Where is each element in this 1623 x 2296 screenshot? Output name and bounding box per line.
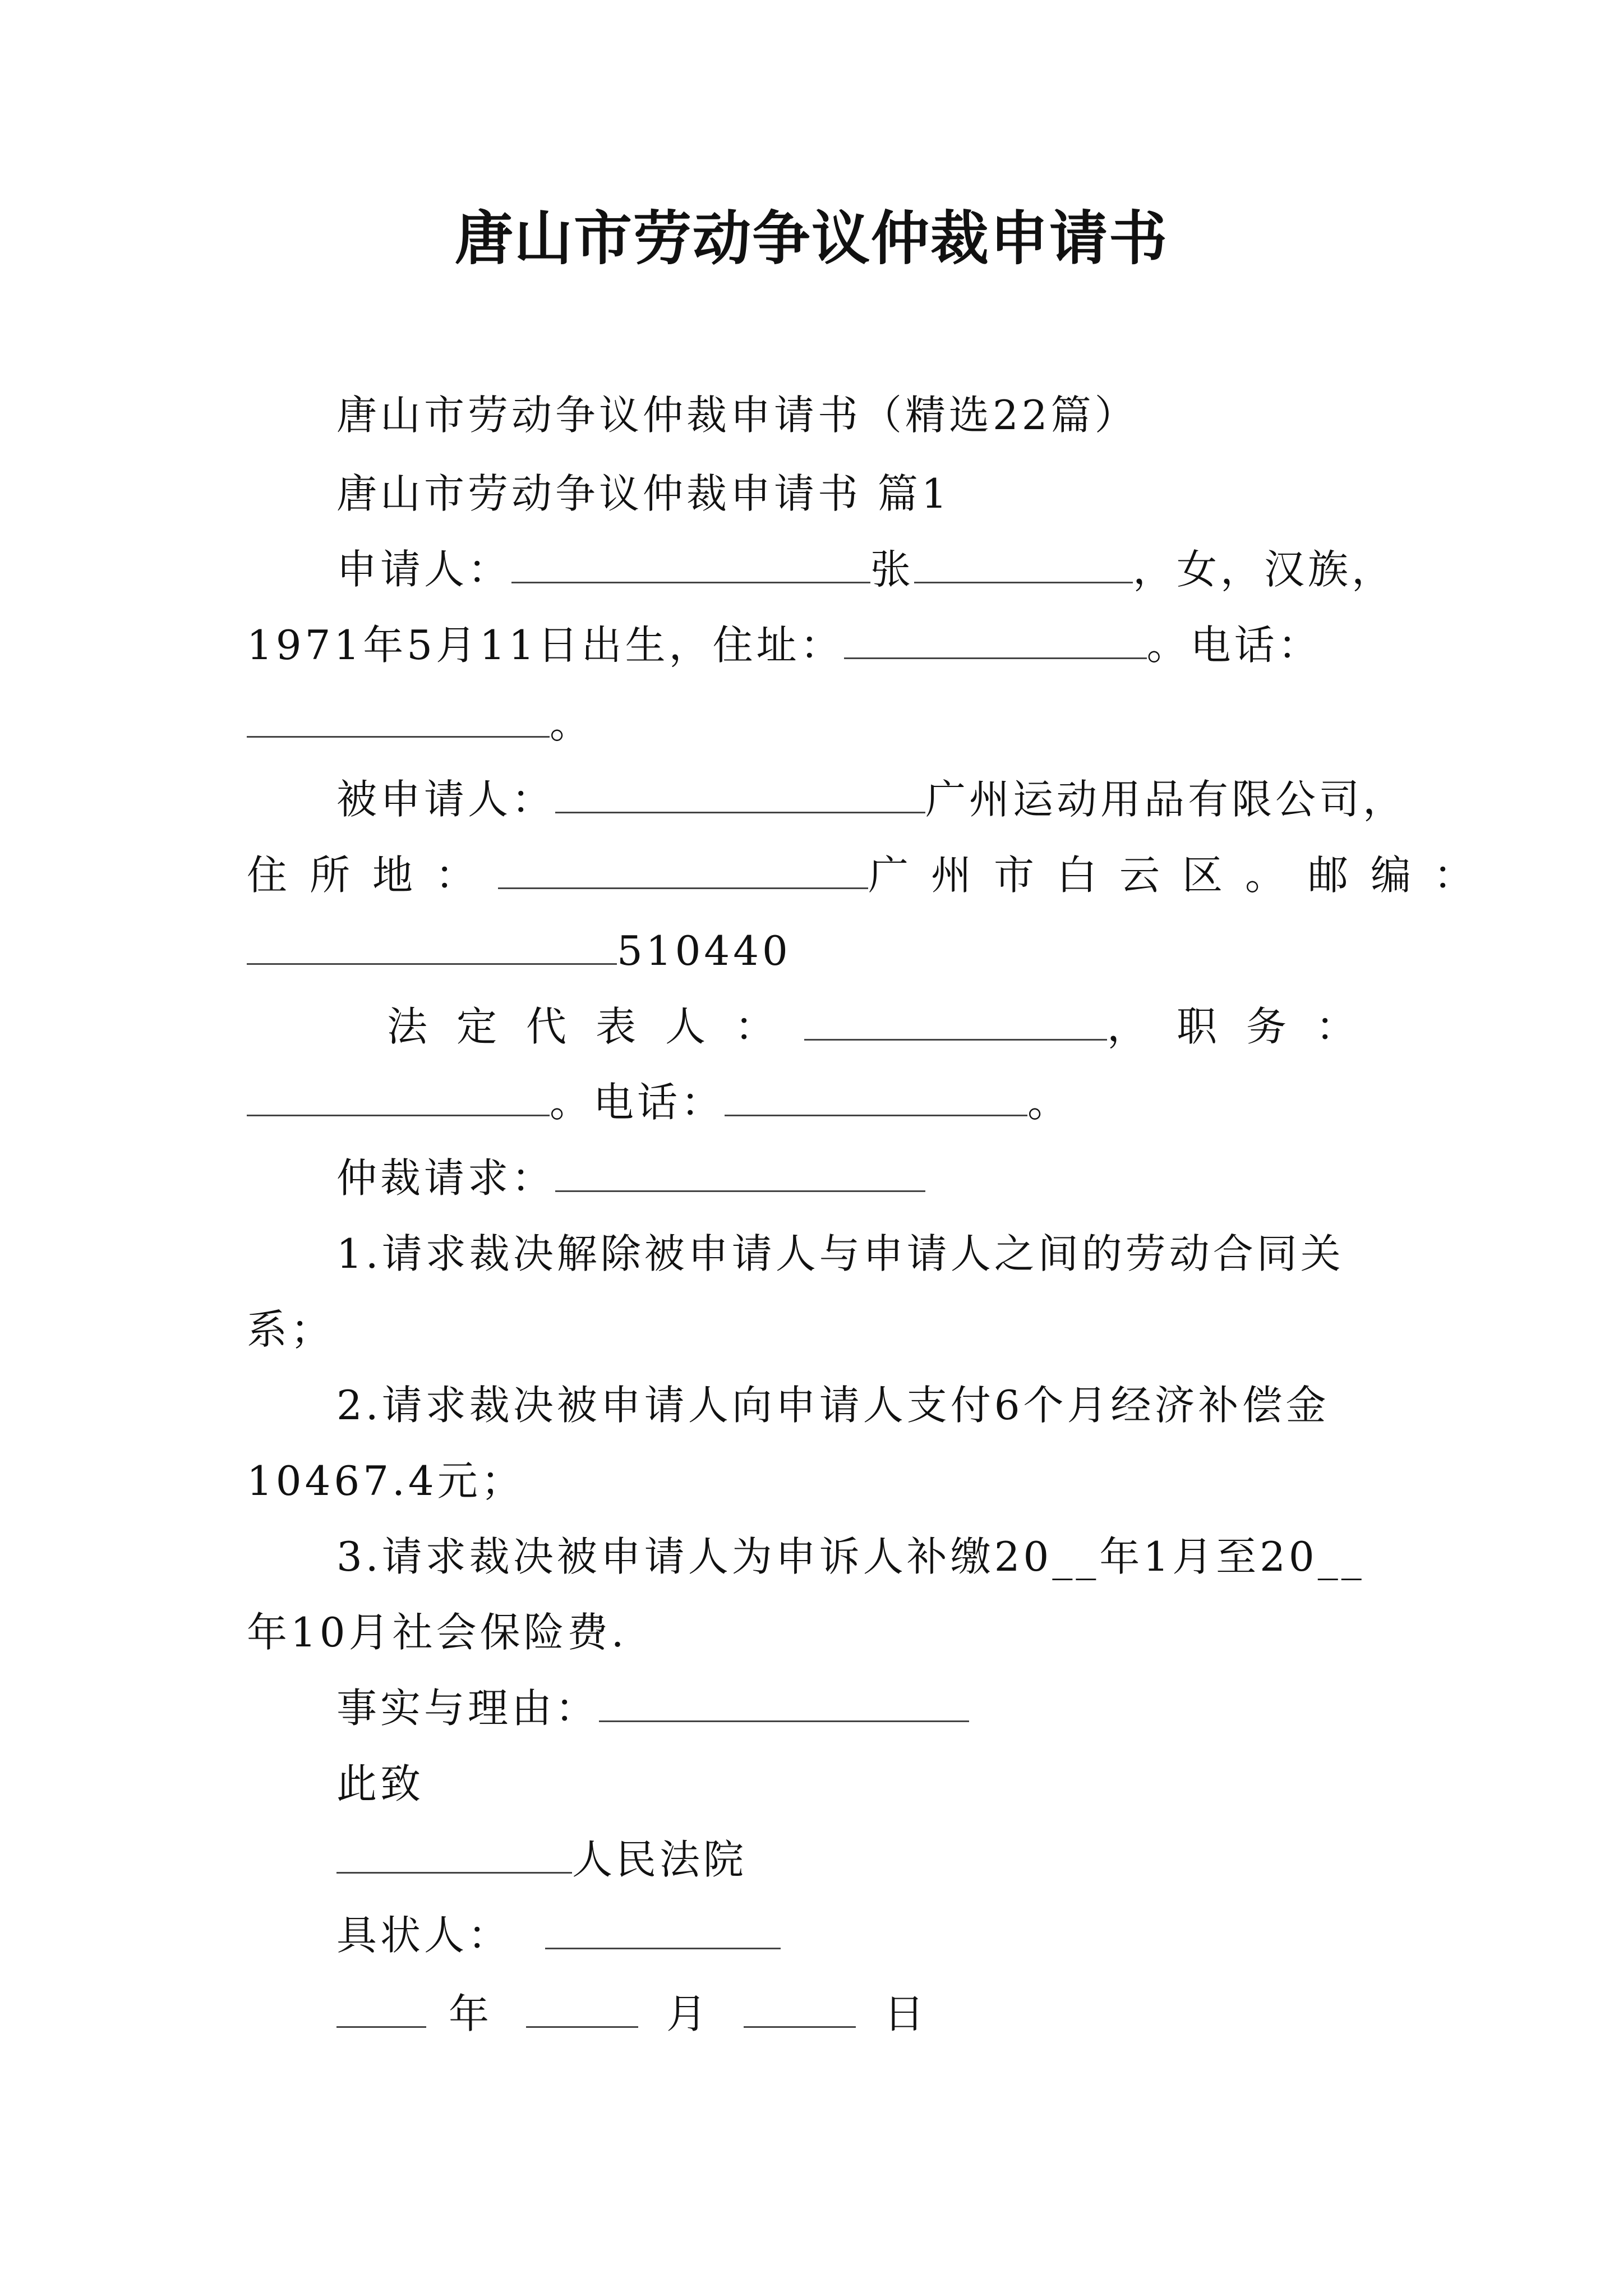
applicant-details: ，女，汉族， [1133, 546, 1396, 593]
applicant-name: 张 [870, 546, 915, 593]
claim-2-line-a: 2.请求裁决被申请人向申请人支付6个月经济补偿金 [336, 1382, 1330, 1429]
respondent-address: 广州市白云区。邮编： [868, 852, 1497, 899]
date-line [336, 1986, 928, 2042]
legal-rep-phone-label: 。电话： [550, 1079, 725, 1126]
legal-rep-end: 。 [1027, 1079, 1072, 1126]
date-month: 月 [666, 1990, 711, 2037]
respondent-name: 广州运动用品有限公司， [925, 776, 1407, 823]
respondent-blank [555, 777, 925, 813]
respondent-address-line [247, 847, 1496, 903]
claims-blank [555, 1156, 925, 1192]
legal-rep-label: 法定代表人： [387, 1003, 805, 1050]
claim-3-line-a: 3.请求裁决被申请人为申诉人补缴20__年1月至20__ [336, 1533, 1365, 1580]
applicant-birth-line [247, 617, 1322, 673]
court-line [336, 1832, 747, 1888]
legal-rep-position-label: ，职务： [1107, 1003, 1386, 1050]
legal-rep-line [387, 999, 1385, 1055]
respondent-postcode: 510440 [617, 927, 791, 974]
legal-rep-phone-line [247, 1074, 1071, 1130]
applicant-birth: 1971年5月11日出生，住址： [247, 622, 844, 669]
facts-line [336, 1680, 969, 1736]
applicant-end: 。 [550, 700, 594, 747]
claim-1-line-b: 系； [247, 1306, 335, 1353]
respondent-label: 被申请人： [336, 776, 556, 823]
subtitle: 唐山市劳动争议仲裁申请书（精选22篇） [336, 392, 1138, 439]
claim-1-line-a: 1.请求裁决解除被申请人与申请人之间的劳动合同关 [336, 1230, 1344, 1277]
facts-label: 事实与理由： [336, 1685, 600, 1732]
respondent-address-blank [498, 853, 868, 889]
applicant-name-blank [914, 547, 1133, 583]
claim-3-line-b: 年10月社会保险费. [247, 1609, 628, 1656]
address-blank [844, 623, 1147, 659]
respondent-line [336, 771, 1407, 827]
respondent-address-label: 住所地： [247, 852, 499, 899]
legal-rep-blank [804, 1004, 1107, 1041]
respondent-postcode-line [247, 923, 791, 979]
applicant-phone-label: 。电话： [1146, 622, 1322, 669]
applicant-phone-line [247, 696, 593, 752]
applicant-blank [511, 547, 870, 583]
date-day: 日 [884, 1990, 928, 2037]
applicant-phone-blank [247, 701, 550, 738]
signer-label: 具状人： [336, 1912, 512, 1959]
postcode-blank [247, 928, 617, 965]
day-blank [744, 1991, 856, 2028]
applicant-label: 申请人： [336, 546, 512, 593]
claim-2-line-b: 10467.4元； [247, 1457, 525, 1504]
court-label: 人民法院 [572, 1836, 748, 1883]
position-blank [247, 1080, 550, 1116]
year-blank [336, 1991, 426, 2028]
month-blank [526, 1991, 638, 2028]
document-title: 唐山市劳动争议仲裁申请书 [454, 204, 1168, 273]
signer-line [336, 1907, 781, 1963]
closing-line: 此致 [336, 1760, 425, 1807]
claims-line [336, 1150, 925, 1206]
facts-blank [599, 1686, 969, 1722]
date-year: 年 [449, 1990, 493, 2037]
signer-blank [545, 1913, 781, 1949]
court-blank [336, 1837, 572, 1874]
section-heading: 唐山市劳动争议仲裁申请书 篇1 [336, 470, 951, 517]
claims-label: 仲裁请求： [336, 1154, 556, 1202]
applicant-line [336, 541, 1395, 597]
legal-rep-phone-blank [725, 1080, 1027, 1116]
